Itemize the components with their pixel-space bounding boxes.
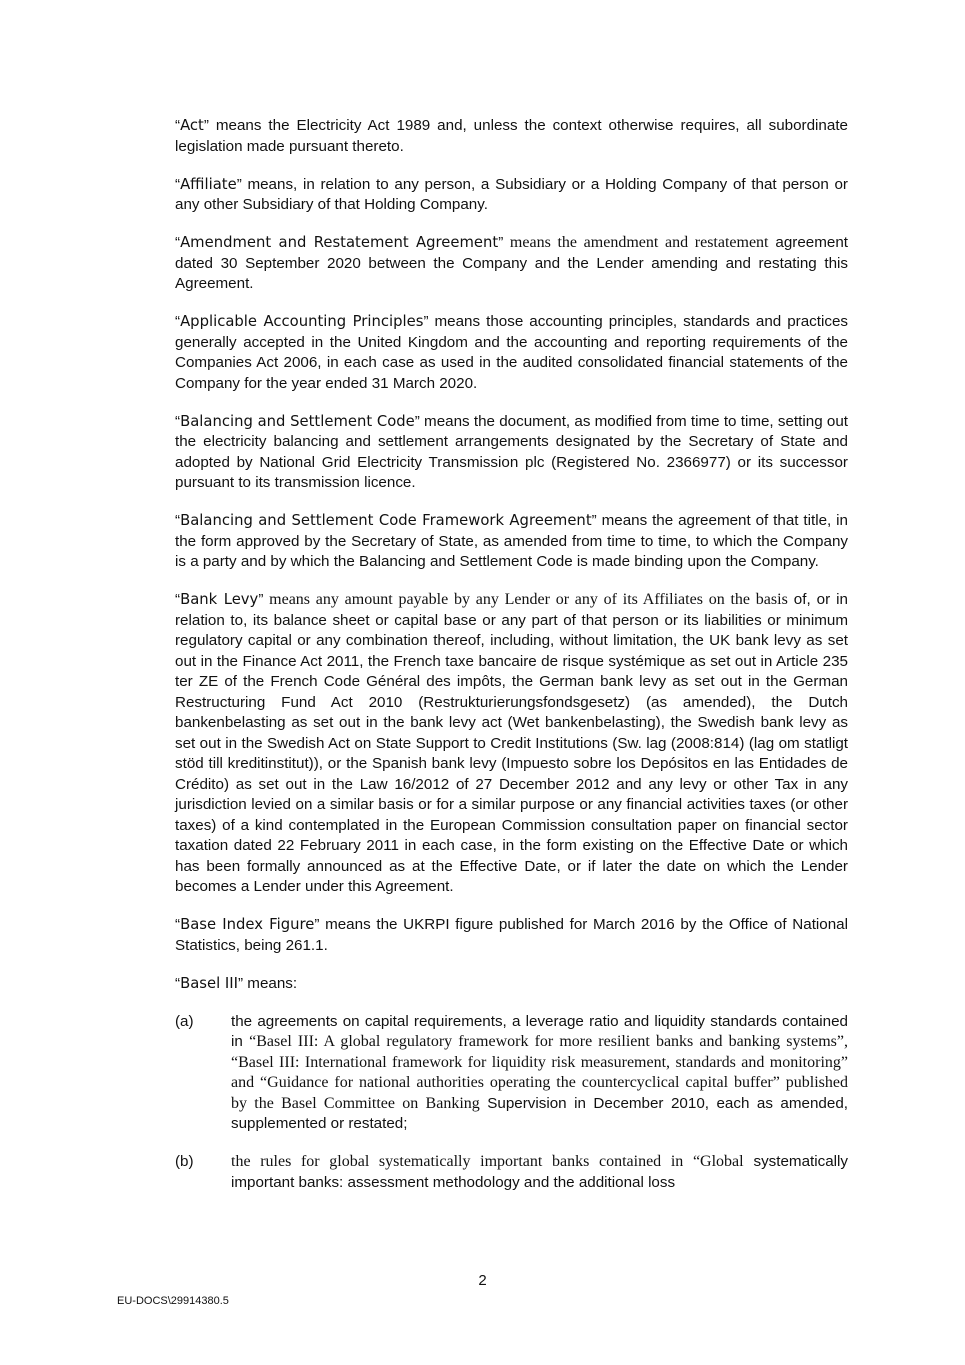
list-item-text [231, 1012, 848, 1135]
defined-term: Affiliate [180, 175, 237, 193]
definition-text: means the UKRPI figure published for March 2016 by the Office of National Statistics, being 261.1. [175, 916, 848, 954]
list-item-text-part: Supervision in December 2010, each as amended, supplemented or restated; [231, 1094, 848, 1132]
definition-balancing-settlement-code: “Balancing and Settlement Code” means the document, as modified from time to time, setting out the electricity balancing and settlement arrangements designated by the Secretary of State and adopted by National Grid Electricity Transmission plc (Registered No. 2366977) or its successor pursuant to its transmission licence. [175, 412, 848, 491]
definition-text-serif: means the amendment and restatement [503, 234, 769, 251]
definition-text: means those accounting principles, standards and practices generally accepted in the United Kingdom and the accounting and reporting requirements of the Companies Act 2006, in each case as used in the audited consolidated financial statements of the Company for the year ended 31 March 2020. [175, 313, 848, 392]
definition-act: “Act” means the Electricity Act 1989 and, unless the context otherwise requires, all subordinate legislation made pursuant thereto. [175, 117, 848, 155]
basel-list-item-b [175, 1152, 848, 1193]
definition-basel-iii: “Basel III” means: [175, 974, 298, 992]
definition-text-serif: means any amount payable by any Lender or any of its Affiliates on the basis [263, 591, 788, 608]
definition-text: means the agreement of that title, in the form approved by the Secretary of State, as amended from time to time, to which the Company is a party and by which the Balancing and Settlement Code is made binding upon the Company. [175, 512, 848, 570]
page-number: 2 [478, 1272, 487, 1289]
list-item-text-part: the agreements on capital requirements, a leverage ratio and liquidity standards contained in [231, 1012, 848, 1050]
defined-term: Applicable Accounting Principles [180, 313, 424, 330]
definition-base-index-figure: “Base Index Figure” means the UKRPI figure published for March 2016 by the Office of National Statistics, being 261.1. [175, 916, 848, 954]
definition-affiliate: “Affiliate” means, in relation to any person, a Subsidiary or a Holding Company of that person or any other Subsidiary of that Holding Company. [175, 175, 848, 213]
definition-amendment-restatement-agreement: “Amendment and Restatement Agreement” means the amendment and restatement agreement dated 30 September 2020 between the Company and the Lender amending and restating this Agreement. [175, 234, 849, 292]
list-item-text-serif: “Basel III: A global regulatory framework for more resilient banks and banking systems”, “Basel III: International framework for liquidity risk measurement, standards and monitoring” and “Guidance for national authorities operating the countercyclical capital buffer” published by the Basel Committee on Banking [231, 1033, 848, 1112]
definition-bank-levy: “Bank Levy” means any amount payable by any Lender or any of its Affiliates on the basis of, or in relation to, its balance sheet or capital base or any part of that person or its liabilities or minimum regulatory capital or any combination thereof, including, without limitation, the UK bank levy as set out in the Finance Act 2011, the French taxe bancaire de risque systémique as set out in Article 235 ter ZE of the French Code Général des impôts, the German bank levy as set out in the German Restructuring Fund Act 2010 (Restrukturierungsfondsgesetz) (as amended), the Dutch bankenbelasting as set out in the bank levy act (Wet bankenbelasting), the Swedish bank levy as set out in the Swedish Act on State Support to Credit Institutions (Sw. lag (2008:814) (lag om statligt stöd till kreditinstitut)), or the Spanish bank levy (Impuesto sobre los Depósitos en las Entidades de Crédito) as set out in the Law 16/2012 of 27 December 2012 and any levy or other Tax in any jurisdiction levied on a similar basis or for a similar purpose or any financial activities taxes (or other taxes) of a kind contemplated in the European Commission consultation paper on financial sector taxation dated 22 February 2011 in each case, in the form existing on the Effective Date or which has been formally announced as at the Effective Date, or if later the date on which the Lender becomes a Lender under this Agreement. [175, 591, 848, 895]
defined-term: Act [180, 117, 204, 134]
document-reference: EU-DOCS\29914380.5 [117, 1295, 229, 1307]
list-item-text-part: systematically important banks: assessment methodology and the additional loss [231, 1153, 848, 1191]
definition-text: means: [243, 974, 298, 992]
defined-term: Basel III [180, 974, 239, 992]
list-item-text-serif: the rules for global systematically important banks contained in “Global [231, 1153, 744, 1170]
list-item-label: (b) [175, 1153, 194, 1170]
list-item-label: (a) [175, 1012, 194, 1030]
list-item-text [231, 1152, 848, 1193]
defined-term: Amendment and Restatement Agreement [180, 234, 499, 251]
definition-bsc-framework-agreement: “Balancing and Settlement Code Framework Agreement” means the agreement of that title, in the form approved by the Secretary of State, as amended from time to time, to which the Company is a party and by which the Balancing and Settlement Code is made binding upon the Company. [175, 512, 848, 570]
defined-term: Balancing and Settlement Code [180, 412, 415, 430]
definition-text: of, or in relation to, its balance sheet or capital base or any part of that person or its liabilities or minimum regulatory capital or any combination thereof, including, without limitation, the UK bank levy as set out in the Finance Act 2011, the French taxe bancaire de risque systémique as set out in Article 235 ter ZE of the French Code Général des impôts, the German bank levy as set out in the German Restructuring Fund Act 2010 (Restrukturierungsfondsgesetz) (as amended), the Dutch bankenbelasting as set out in the bank levy act (Wet bankenbelasting), the Swedish bank levy as set out in the Swedish Act on State Support to Credit Institutions (Sw. lag (2008:814) (lag om statligt stöd till kreditinstitut)), or the Spanish bank levy (Impuesto sobre los Depósitos en las Entidades de Crédito) as set out in the Law 16/2012 of 27 December 2012 and any levy or other Tax in any jurisdiction levied on a similar basis or for a similar purpose or any financial activities taxes (or other taxes) of a kind contemplated in the European Commission consultation paper on financial sector taxation dated 22 February 2011 in each case, in the form existing on the Effective Date or which has been formally announced as at the Effective Date, or if later the date on which the Lender becomes a Lender under this Agreement. [175, 591, 848, 895]
definition-text: means the Electricity Act 1989 and, unless the context otherwise requires, all subordinate legislation made pursuant thereto. [175, 117, 848, 155]
basel-list-item-a [175, 1012, 848, 1135]
defined-term: Base Index Figure [180, 916, 315, 933]
definitions-section [175, 116, 848, 1211]
defined-term: Bank Levy [180, 591, 259, 608]
definition-applicable-accounting-principles: “Applicable Accounting Principles” means those accounting principles, standards and practices generally accepted in the United Kingdom and the accounting and reporting requirements of the Companies Act 2006, in each case as used in the audited consolidated financial statements of the Company for the year ended 31 March 2020. [175, 313, 848, 392]
definition-text: agreement dated 30 September 2020 between the Company and the Lender amending and restating this Agreement. [175, 234, 849, 292]
definition-text: means, in relation to any person, a Subsidiary or a Holding Company of that person or any other Subsidiary of that Holding Company. [175, 175, 848, 213]
defined-term: Balancing and Settlement Code Framework Agreement [180, 512, 592, 529]
definition-text: means the document, as modified from time to time, setting out the electricity balancing and settlement arrangements designated by the Secretary of State and adopted by National Grid Electricity Transmission plc (Registered No. 2366977) or its successor pursuant to its transmission licence. [175, 412, 848, 491]
